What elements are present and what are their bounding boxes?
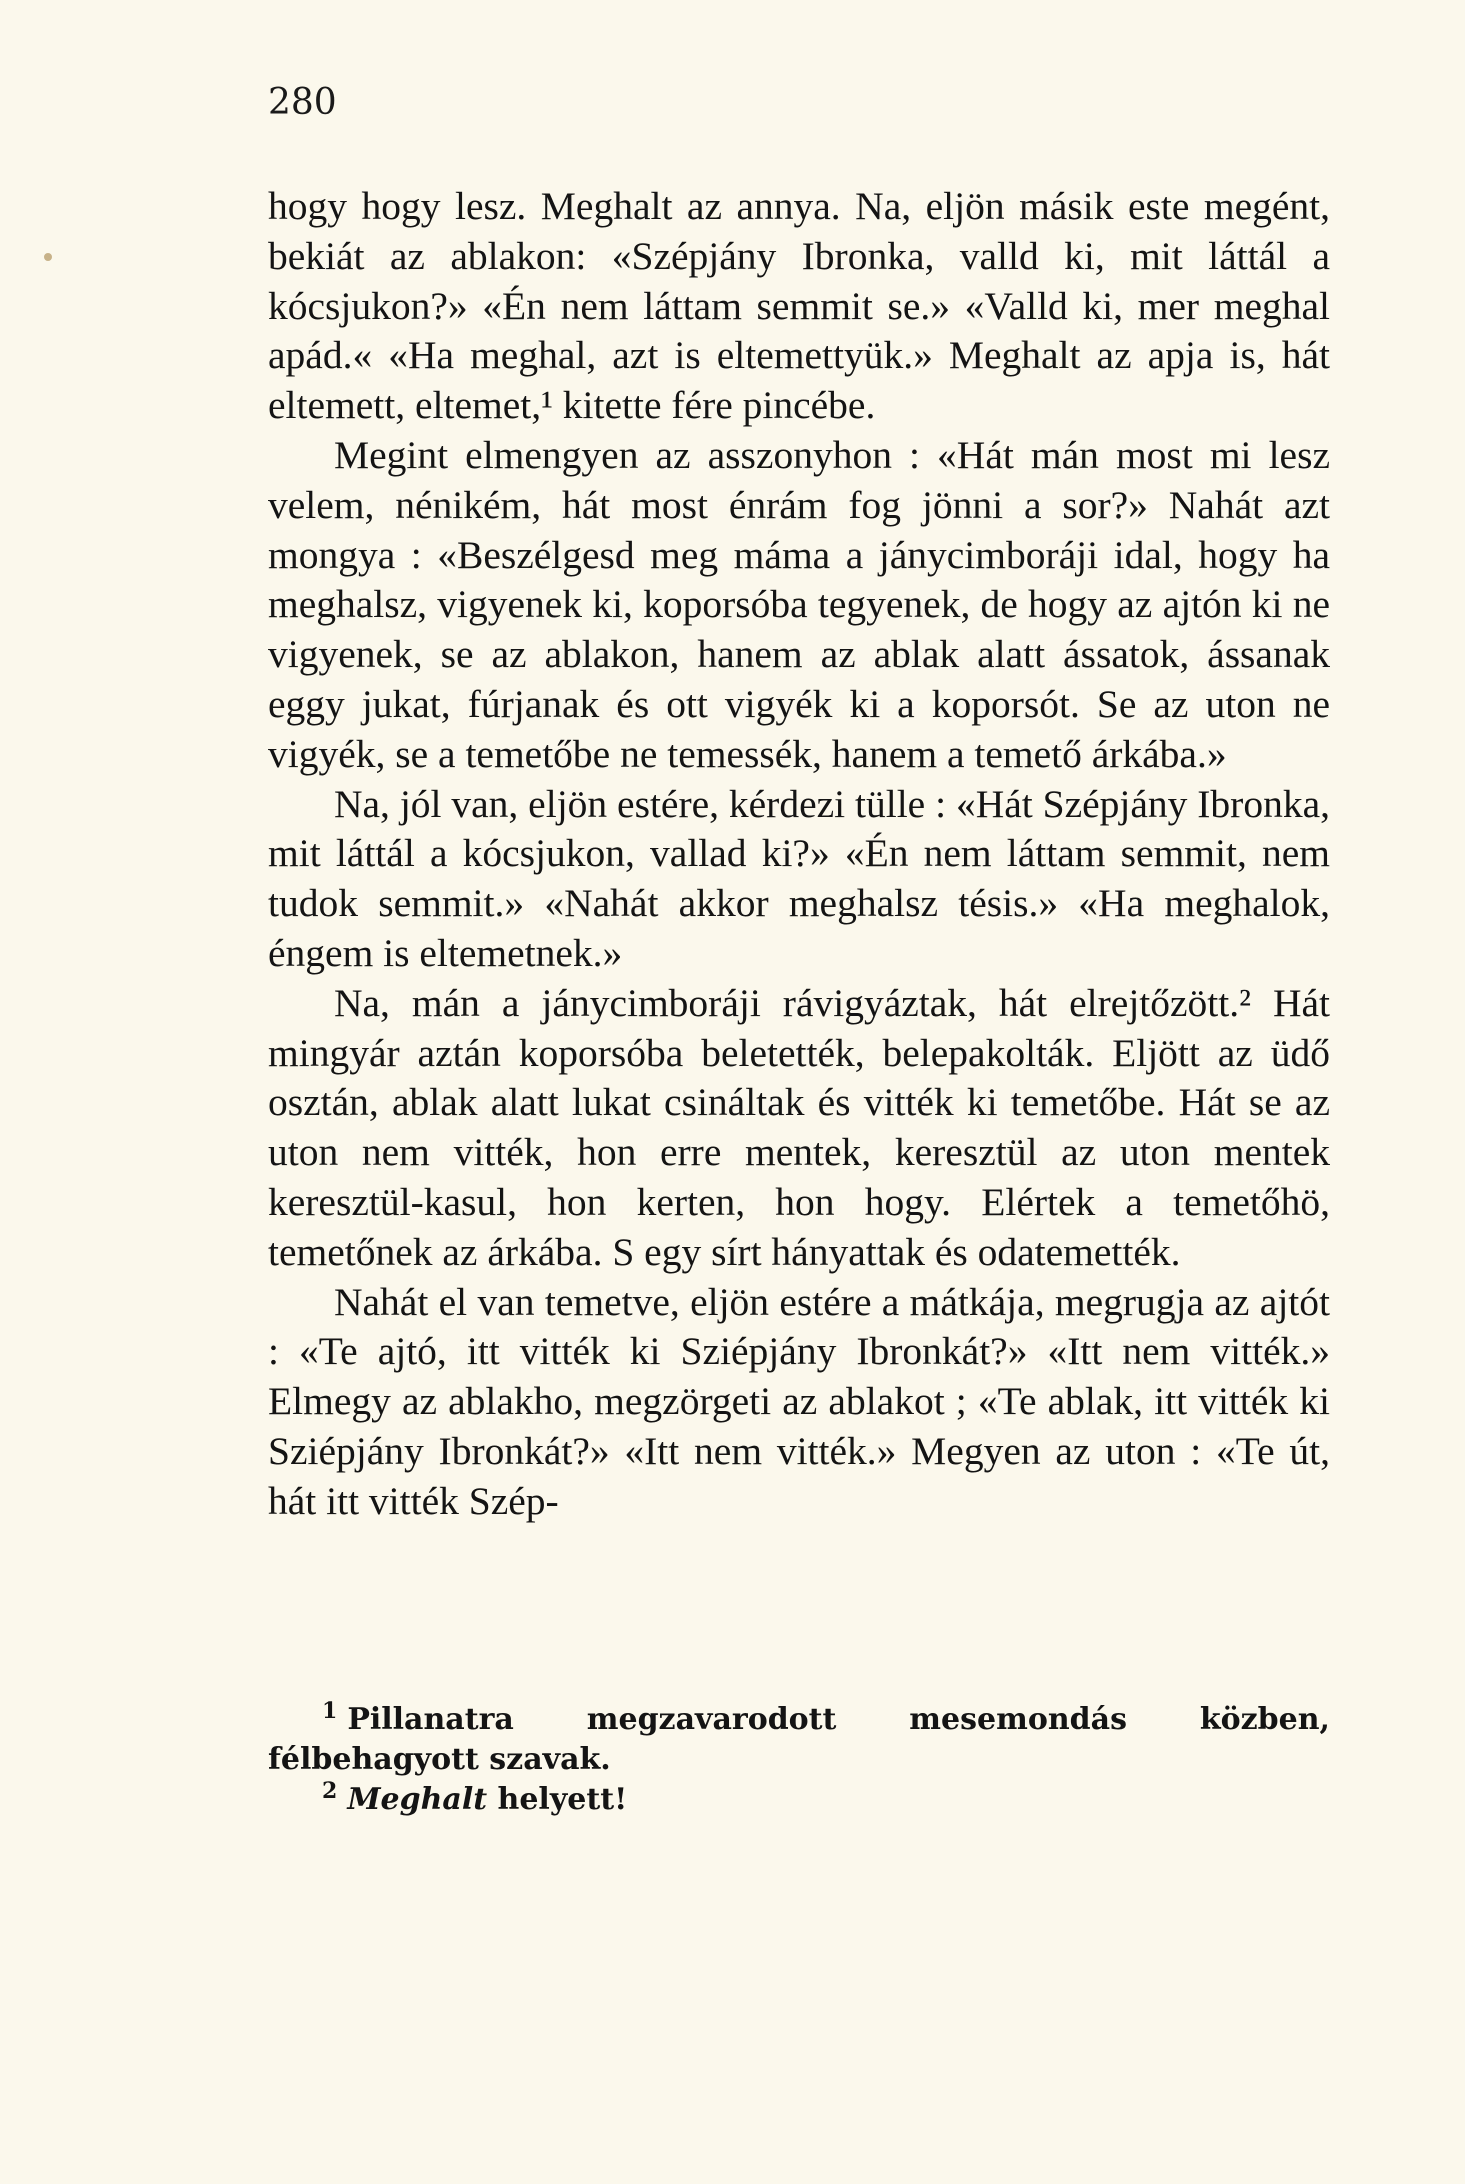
- paragraph-5: Nahát el van temetve, eljön estére a mátkája, megrugja az ajtót : «Te ajtó, itt vitték ki Sziépjány Ibronkát?» «Itt nem vitték.» Elmegy az ablakho, megzörgeti az ablakot ; «Te ablak, itt vitték ki Sziépjány Ibronkát?» «Itt nem vitték.» Megyen az uton : «Te út, hát itt vitték Szép-: [268, 1279, 1330, 1523]
- footnote-1-text: Pillanatra megzavarodott mesemondás közben, félbehagyott szavak.: [268, 1702, 1330, 1777]
- footnote-2: [268, 1780, 1330, 1820]
- page-number: 280: [268, 82, 337, 123]
- footnote-1-mark: 1: [322, 1698, 338, 1724]
- paragraph-1: hogy hogy lesz. Meghalt az annya. Na, eljön másik este megént, bekiát az ablakon: «Szépjány Ibronka, valld ki, mit láttál a kócsjukon?» «Én nem láttam semmit se.» «Valld ki, mer meghal apád.« «Ha meghal, azt is eltemettyük.» Meghalt az apja is, hát eltemett, eltemet,¹ kitette fére pincébe.: [268, 184, 1330, 428]
- paragraph-2: Megint elmengyen az asszonyhon : «Hát mán most mi lesz velem, nénikém, hát most énrám fog jönni a sor?» Nahát azt mongya : «Beszélgesd meg máma a jánycimboráji idal, hogy ha meghalsz, vigyenek ki, koporsóba tegyenek, de hogy az ajtón ki ne vigyenek, se az ablakon, hanem az ablak alatt ássatok, ássanak eggy jukat, fúrjanak és ott vigyék ki a koporsót. Se az uton ne vigyék, se a temetőbe ne temessék, hanem a temető árkába.»: [268, 432, 1330, 776]
- footnote-2-mark: 2: [322, 1778, 338, 1804]
- margin-speck: [44, 253, 52, 261]
- body-text: [268, 182, 1330, 1527]
- footnote-1: [268, 1700, 1330, 1780]
- paragraph-4: Na, mán a jánycimboráji rávigyáztak, hát elrejtőzött.² Hát mingyár aztán koporsóba beletették, belepakolták. Eljött az üdő osztán, ablak alatt lukat csináltak és vitték ki temetőbe. Hát se az uton nem vitték, hon erre mentek, keresztül az uton mentek keresztül-kasul, hon kerten, hon hogy. Elértek a temetőhö, temetőnek az árkába. S egy sírt hányattak és odatemették.: [268, 980, 1330, 1274]
- footnotes: [268, 1700, 1330, 1820]
- paragraph-3: Na, jól van, eljön estére, kérdezi tülle : «Hát Szépjány Ibronka, mit láttál a kócsjukon, vallad ki?» «Én nem láttam semmit, nem tudok semmit.» «Nahát akkor meghalsz tésis.» «Ha meghalok, éngem is eltemetnek.»: [268, 781, 1330, 975]
- footnote-2-italic: Meghalt: [347, 1782, 488, 1817]
- footnote-2-text: helyett!: [487, 1782, 628, 1817]
